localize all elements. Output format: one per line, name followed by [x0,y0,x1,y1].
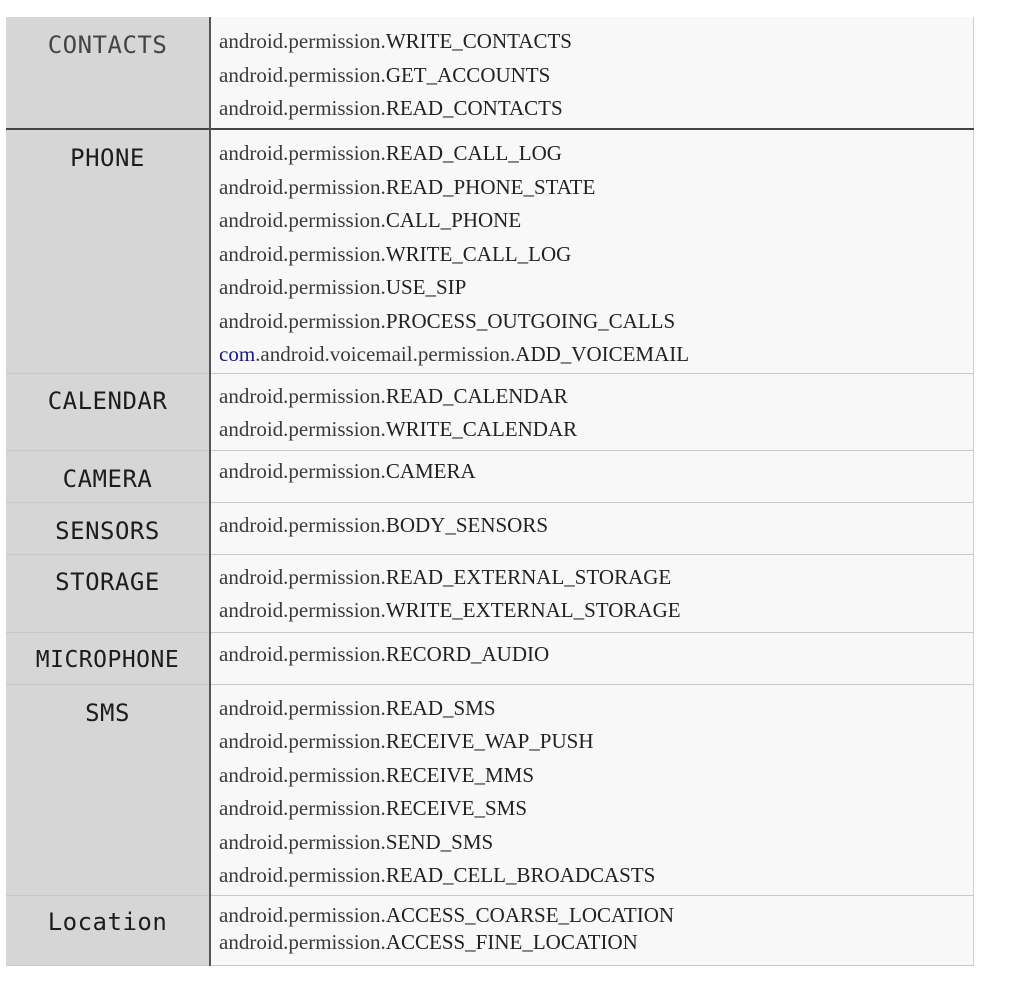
table-row [6,17,974,129]
group-cell [6,502,210,554]
group-cell [6,632,210,684]
permission-item: android.permission.CAMERA [219,458,476,483]
permission-item: android.permission.WRITE_CONTACTS [219,29,572,53]
permission-item: com.android.voicemail.permission.ADD_VOICEMAIL [219,342,690,366]
table-row [6,129,974,373]
table-row [6,502,974,554]
permissions-cell [210,632,974,684]
permission-item: android.permission.WRITE_CALENDAR [219,417,578,441]
table-row [6,554,974,632]
group-name: SENSORS [55,516,160,545]
permission-item: android.permission.PROCESS_OUTGOING_CALLS [219,308,676,333]
permission-item: android.permission.WRITE_EXTERNAL_STORAGE [219,598,681,622]
permission-item: android.permission.ACCESS_COARSE_LOCATION [219,902,675,927]
permission-item: android.permission.READ_CALENDAR [219,383,568,408]
permission-item: android.permission.READ_PHONE_STATE [219,174,596,199]
permissions-cell [210,129,974,373]
group-name: STORAGE [55,567,160,596]
table-row [6,684,974,895]
permissions-cell [210,450,974,502]
group-cell [6,129,210,373]
table-row [6,373,974,450]
group-cell [6,895,210,965]
permission-item: android.permission.BODY_SENSORS [219,512,549,537]
permission-item: android.permission.GET_ACCOUNTS [219,62,551,87]
table-row [6,450,974,502]
group-name: PHONE [70,144,145,172]
group-cell [6,17,210,129]
permission-item: android.permission.RECORD_AUDIO [219,641,550,666]
group-name: CALENDAR [47,386,168,415]
permission-groups-table [6,17,974,966]
permission-item: android.permission.READ_EXTERNAL_STORAGE [219,564,672,589]
group-name: Location [47,907,168,936]
permissions-cell [210,554,974,632]
group-cell [6,684,210,895]
permission-item: android.permission.READ_CONTACTS [219,96,563,120]
permissions-cell [210,373,974,450]
permission-item: android.permission.ACCESS_FINE_LOCATION [219,929,638,954]
permissions-cell [210,17,974,129]
permissions-cell [210,895,974,965]
permission-item: android.permission.WRITE_CALL_LOG [219,241,572,266]
permissions-cell [210,684,974,895]
permission-item: android.permission.READ_SMS [219,695,496,720]
group-cell [6,373,210,450]
group-cell [6,554,210,632]
group-cell [6,450,210,502]
permission-item: android.permission.READ_CALL_LOG [219,141,562,165]
permission-item: android.permission.SEND_SMS [219,829,494,854]
group-name: SMS [85,698,130,727]
group-name: CAMERA [62,464,153,493]
permission-item: android.permission.READ_CELL_BROADCASTS [219,863,656,887]
group-name: MICROPHONE [35,646,180,673]
permission-item: android.permission.RECEIVE_WAP_PUSH [219,729,594,753]
table-row [6,632,974,684]
permission-item: android.permission.CALL_PHONE [219,208,522,232]
permission-item: android.permission.RECEIVE_MMS [219,762,534,787]
permission-item: android.permission.USE_SIP [219,275,467,299]
permissions-cell [210,502,974,554]
table-row [6,895,974,965]
group-name: CONTACTS [47,31,168,59]
permission-item: android.permission.RECEIVE_SMS [219,796,527,820]
